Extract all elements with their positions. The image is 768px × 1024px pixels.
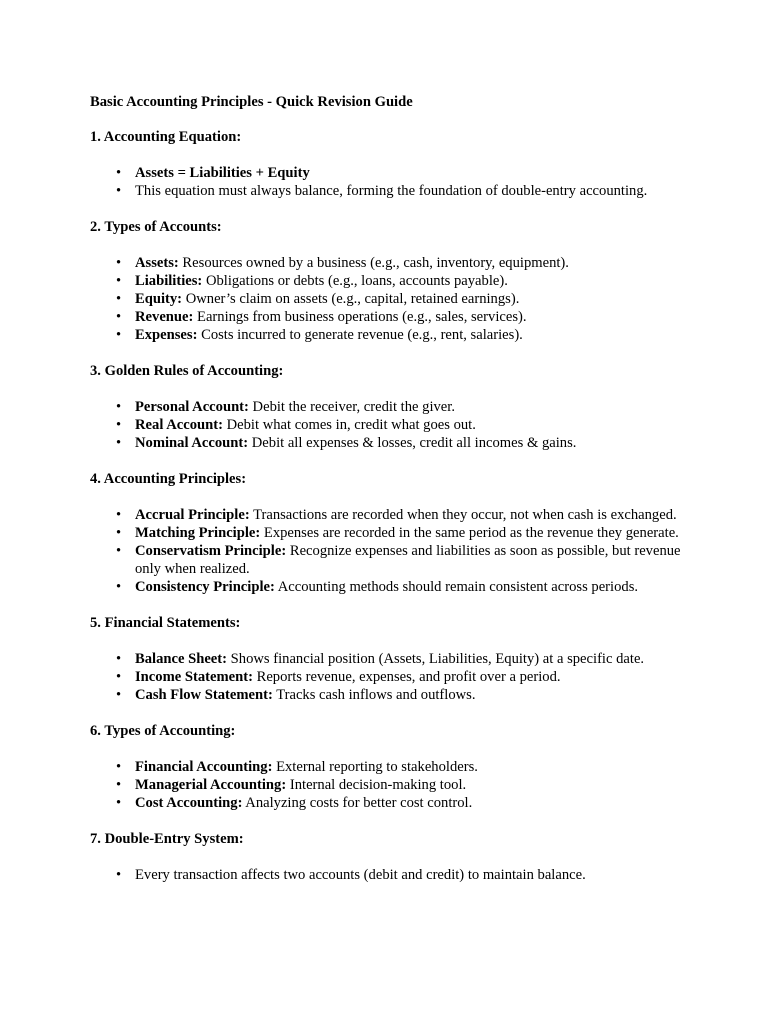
item-term: Consistency Principle: xyxy=(135,579,275,595)
bullet-icon: • xyxy=(116,255,122,271)
item-term: Assets: xyxy=(135,255,179,271)
item-text: Costs incurred to generate revenue (e.g., rent, salaries). xyxy=(197,327,523,343)
item-text: Expenses are recorded in the same period as the revenue they generate. xyxy=(260,525,679,541)
list-item xyxy=(116,164,690,182)
section-list-types-of-accounting xyxy=(90,758,690,812)
section-heading-types-of-accounting: 6. Types of Accounting: xyxy=(90,723,236,739)
list-item xyxy=(116,272,690,290)
bullet-icon: • xyxy=(116,309,122,325)
list-item xyxy=(116,182,690,200)
item-term: Personal Account: xyxy=(135,399,249,415)
item-text: Debit the receiver, credit the giver. xyxy=(248,399,455,415)
item-term: Cost Accounting: xyxy=(135,795,243,811)
section-list-types-of-accounts xyxy=(90,254,690,344)
item-term: Accrual Principle: xyxy=(135,507,250,523)
item-text: Shows financial position (Assets, Liabilities, Equity) at a specific date. xyxy=(227,651,645,667)
bullet-icon: • xyxy=(116,777,122,793)
list-item xyxy=(116,758,690,776)
section-list-accounting-principles xyxy=(90,506,690,596)
bullet-icon: • xyxy=(116,867,122,883)
item-text: Debit all expenses & losses, credit all incomes & gains. xyxy=(248,435,577,451)
item-term: Liabilities: xyxy=(135,273,203,289)
item-text: Earnings from business operations (e.g., sales, services). xyxy=(193,309,527,325)
item-term: Managerial Accounting: xyxy=(135,777,287,793)
list-item xyxy=(116,326,690,344)
bullet-icon: • xyxy=(116,327,122,343)
item-term: Conservatism Principle: xyxy=(135,543,287,559)
list-item xyxy=(116,254,690,272)
list-item xyxy=(116,578,690,596)
list-item xyxy=(116,776,690,794)
list-item xyxy=(116,416,690,434)
item-term: Equity: xyxy=(135,291,183,307)
bullet-icon: • xyxy=(116,165,122,181)
item-text: Recognize expenses and liabilities as soon as possible, but revenue only when realized. xyxy=(135,543,681,577)
item-term: Cash Flow Statement: xyxy=(135,687,273,703)
list-item xyxy=(116,686,690,704)
item-text: Obligations or debts (e.g., loans, accounts payable). xyxy=(202,273,508,289)
item-term: Real Account: xyxy=(135,417,223,433)
item-term: Revenue: xyxy=(135,309,194,325)
bullet-icon: • xyxy=(116,399,122,415)
item-text: Accounting methods should remain consistent across periods. xyxy=(274,579,639,595)
bullet-icon: • xyxy=(116,579,122,595)
item-text: External reporting to stakeholders. xyxy=(272,759,478,775)
list-item xyxy=(116,398,690,416)
bullet-icon: • xyxy=(116,651,122,667)
list-item xyxy=(116,308,690,326)
bullet-icon: • xyxy=(116,507,122,523)
item-term: Income Statement: xyxy=(135,669,253,685)
bullet-icon: • xyxy=(116,183,122,199)
list-item xyxy=(116,506,690,524)
item-text: Transactions are recorded when they occur, not when cash is exchanged. xyxy=(249,507,677,523)
item-text: Analyzing costs for better cost control. xyxy=(242,795,473,811)
list-item xyxy=(116,434,690,452)
bullet-icon: • xyxy=(116,795,122,811)
item-text: Resources owned by a business (e.g., cash, inventory, equipment). xyxy=(178,255,569,271)
item-term: Balance Sheet: xyxy=(135,651,228,667)
section-list-double-entry xyxy=(90,866,690,884)
list-item xyxy=(116,524,690,542)
bullet-icon: • xyxy=(116,687,122,703)
list-item xyxy=(116,794,690,812)
section-heading-types-of-accounts: 2. Types of Accounts: xyxy=(90,219,222,235)
section-list-accounting-equation xyxy=(90,164,690,200)
section-heading-accounting-equation: 1. Accounting Equation: xyxy=(90,129,242,145)
item-text: Every transaction affects two accounts (debit and credit) to maintain balance. xyxy=(135,867,586,883)
list-item xyxy=(116,668,690,686)
document-page xyxy=(90,93,690,902)
list-item xyxy=(116,866,690,884)
item-term: Expenses: xyxy=(135,327,198,343)
document-title: Basic Accounting Principles - Quick Revision Guide xyxy=(90,94,413,110)
section-heading-golden-rules: 3. Golden Rules of Accounting: xyxy=(90,363,284,379)
list-item xyxy=(116,650,690,668)
item-term: Nominal Account: xyxy=(135,435,249,451)
item-text: Reports revenue, expenses, and profit over a period. xyxy=(252,669,561,685)
bullet-icon: • xyxy=(116,291,122,307)
bullet-icon: • xyxy=(116,525,122,541)
item-text: Owner’s claim on assets (e.g., capital, retained earnings). xyxy=(182,291,520,307)
item-text: Tracks cash inflows and outflows. xyxy=(272,687,476,703)
bullet-icon: • xyxy=(116,417,122,433)
section-list-financial-statements xyxy=(90,650,690,704)
bullet-icon: • xyxy=(116,273,122,289)
bullet-icon: • xyxy=(116,759,122,775)
item-text: Internal decision-making tool. xyxy=(286,777,467,793)
item-text: Debit what comes in, credit what goes out. xyxy=(222,417,476,433)
list-item xyxy=(116,290,690,308)
item-text: This equation must always balance, forming the foundation of double-entry accounting. xyxy=(135,183,648,199)
list-item xyxy=(116,542,690,578)
section-list-golden-rules xyxy=(90,398,690,452)
item-term: Financial Accounting: xyxy=(135,759,273,775)
item-term: Matching Principle: xyxy=(135,525,261,541)
section-heading-accounting-principles: 4. Accounting Principles: xyxy=(90,471,247,487)
section-heading-double-entry: 7. Double-Entry System: xyxy=(90,831,244,847)
item-term: Assets = Liabilities + Equity xyxy=(135,165,310,181)
section-heading-financial-statements: 5. Financial Statements: xyxy=(90,615,241,631)
bullet-icon: • xyxy=(116,543,122,559)
bullet-icon: • xyxy=(116,435,122,451)
bullet-icon: • xyxy=(116,669,122,685)
